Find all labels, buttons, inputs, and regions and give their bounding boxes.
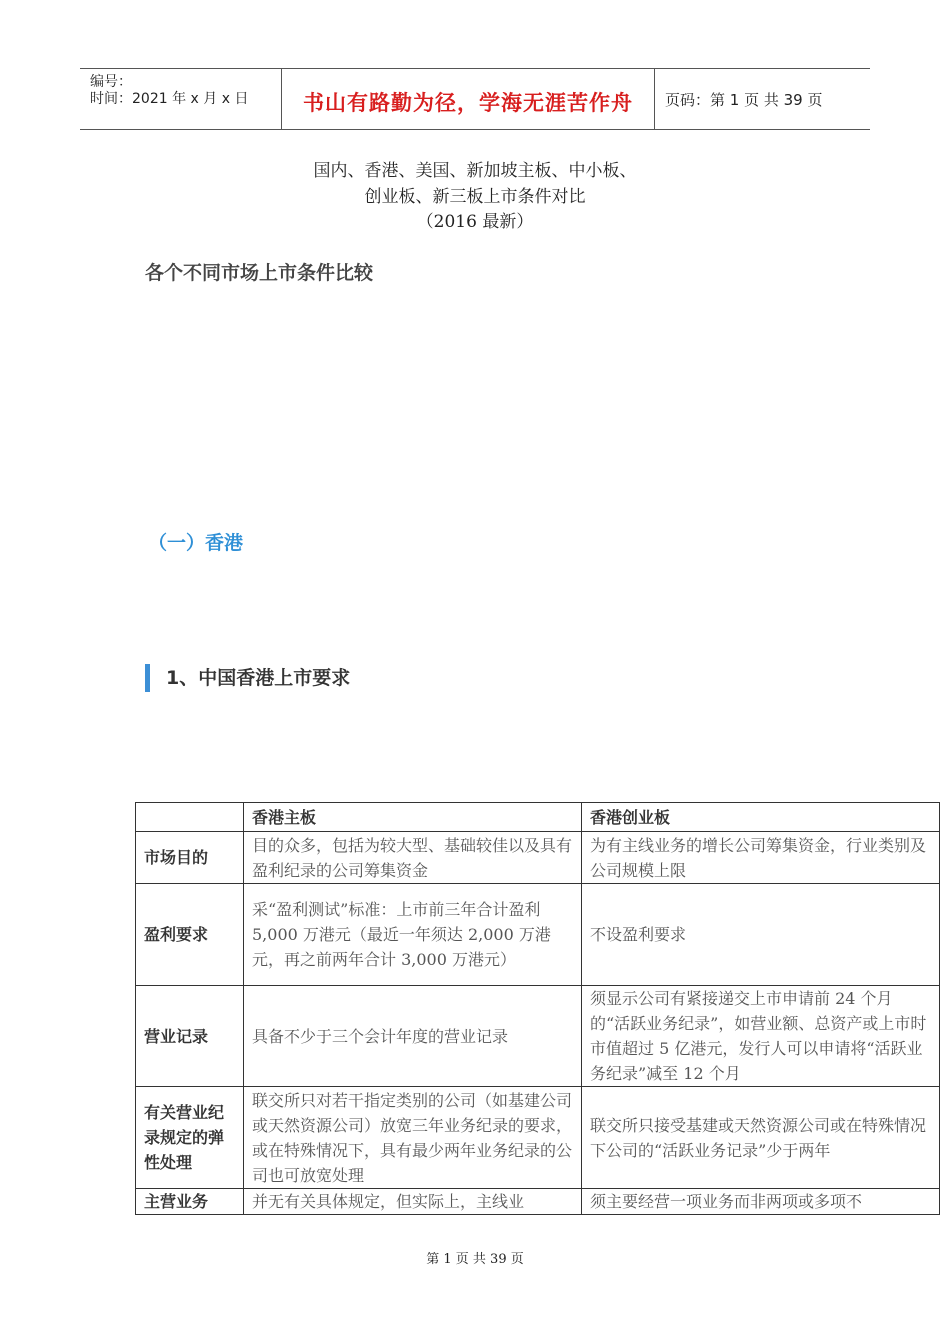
row-label: 市场目的 bbox=[136, 832, 244, 884]
table-header-row bbox=[136, 803, 940, 832]
main-board-cell: 联交所只对若干指定类别的公司（如基建公司或天然资源公司）放宽三年业务纪录的要求，或在特殊情况下，具有最少两年业务纪录的公司也可放宽处理 bbox=[244, 1087, 582, 1189]
document-title-line-2: 创业板、新三板上市条件对比 bbox=[364, 187, 586, 207]
hong-kong-requirements-heading: 1、中国香港上市要求 bbox=[145, 664, 350, 692]
page-footer: 第 1 页 共 39 页 bbox=[426, 1252, 524, 1267]
main-board-cell: 并无有关具体规定，但实际上，主线业 bbox=[244, 1189, 582, 1215]
header-page-cell bbox=[655, 69, 870, 129]
row-label: 盈利要求 bbox=[136, 884, 244, 986]
gem-cell: 须主要经营一项业务而非两项或多项不 bbox=[582, 1189, 940, 1215]
subsection-heading-hong-kong: （一）香港 bbox=[148, 532, 244, 554]
gem-cell: 须显示公司有紧接递交上市申请前 24 个月的“活跃业务纪录”，如营业额、总资产或上市时市值超过 5 亿港元，发行人可以申请将“活跃业务纪录”减至 12 个月 bbox=[582, 986, 940, 1087]
header-motto-cell bbox=[282, 69, 655, 129]
main-board-cell: 目的众多，包括为较大型、基础较佳以及具有盈利纪录的公司筹集资金 bbox=[244, 832, 582, 884]
row-label: 有关营业纪录规定的弹性处理 bbox=[136, 1087, 244, 1189]
main-board-cell: 具备不少于三个会计年度的营业记录 bbox=[244, 986, 582, 1087]
main-board-cell: 采“盈利测试”标准：上市前三年合计盈利 5,000 万港元（最近一年须达 2,000 万港元，再之前两年合计 3,000 万港元） bbox=[244, 884, 582, 986]
document-header bbox=[80, 68, 870, 130]
section-heading: 各个不同市场上市条件比较 bbox=[145, 262, 374, 284]
listing-requirements-table bbox=[135, 802, 940, 1215]
table-header-main-board: 香港主板 bbox=[244, 803, 582, 832]
row-label: 主营业务 bbox=[136, 1189, 244, 1215]
table-row bbox=[136, 986, 940, 1087]
gem-cell: 为有主线业务的增长公司筹集资金，行业类别及公司规模上限 bbox=[582, 832, 940, 884]
header-motto: 书山有路勤为径，学海无涯苦作舟 bbox=[303, 91, 633, 115]
document-title-line-1: 国内、香港、美国、新加坡主板、中小板、 bbox=[313, 161, 637, 181]
document-time-label: 时间：2021 年 x 月 x 日 bbox=[90, 91, 249, 107]
document-title-line-3: （2016 最新） bbox=[416, 212, 534, 232]
table-row bbox=[136, 832, 940, 884]
table-row bbox=[136, 1087, 940, 1189]
gem-cell: 联交所只接受基建或天然资源公司或在特殊情况下公司的“活跃业务记录”少于两年 bbox=[582, 1087, 940, 1189]
table-header-gem: 香港创业板 bbox=[582, 803, 940, 832]
header-page-info: 页码：第 1 页 共 39 页 bbox=[665, 91, 823, 109]
row-label: 营业记录 bbox=[136, 986, 244, 1087]
table-row bbox=[136, 884, 940, 986]
header-meta-cell bbox=[80, 69, 282, 129]
table-header-corner bbox=[136, 803, 244, 832]
document-number-label: 编号： bbox=[90, 74, 132, 90]
gem-cell: 不设盈利要求 bbox=[582, 884, 940, 986]
table-row bbox=[136, 1189, 940, 1215]
